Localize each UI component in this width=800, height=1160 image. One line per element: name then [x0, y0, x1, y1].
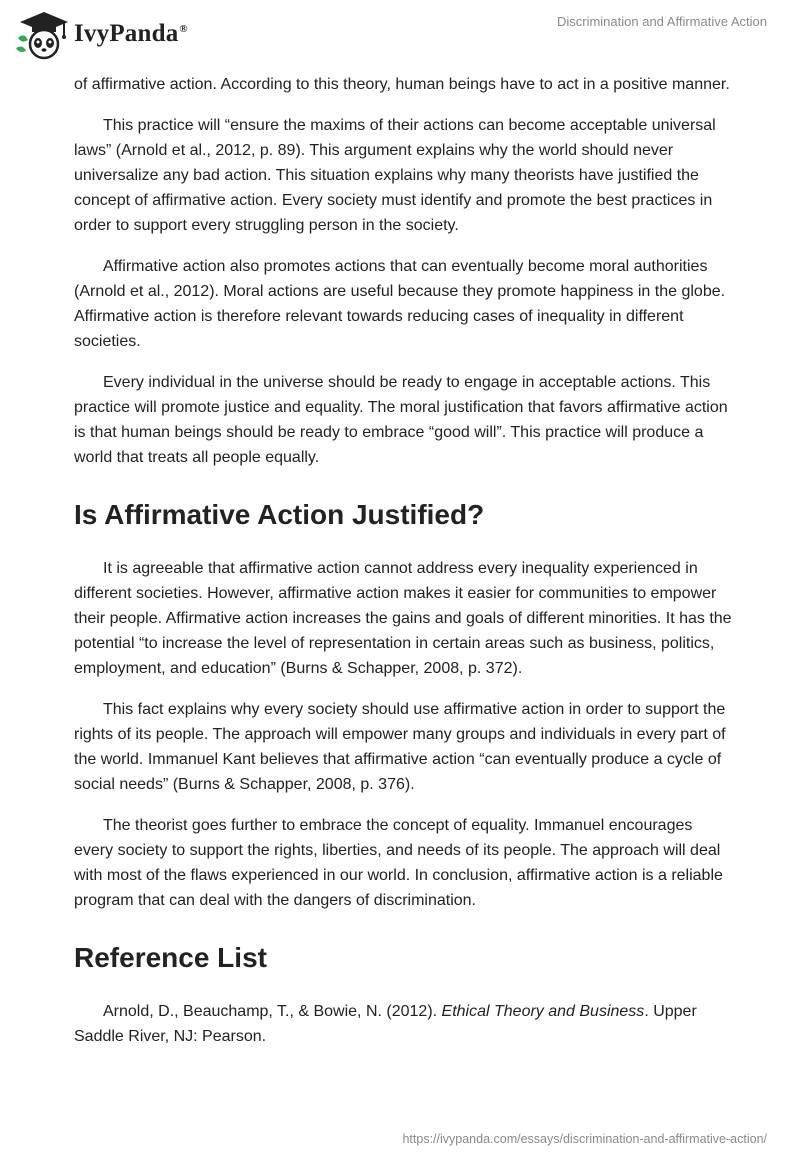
- logo-text: IvyPanda®: [74, 20, 188, 47]
- paragraph: The theorist goes further to embrace the concept of equality. Immanuel encourages every society to support the rights, liberties, and needs of its people. The approach will deal with most of the flaws experienced in our world. In conclusion, affirmative action is a reliable program that can deal with the dangers of discrimination.: [74, 817, 723, 909]
- page-header: [0, 0, 800, 70]
- section-heading-justified: Is Affirmative Action Justified?: [74, 499, 485, 530]
- section-heading-references: Reference List: [74, 942, 267, 973]
- panda-graduate-icon: [14, 8, 70, 60]
- paragraph: of affirmative action. According to this theory, human beings have to act in a positive manner.: [74, 76, 730, 93]
- paragraph: This fact explains why every society should use affirmative action in order to support the rights of its people. The approach will empower many groups and individuals in every part of the world. Immanuel Kant believes that affirmative action “can eventually produce a cycle of social needs” (Burns & Schapper, 2008, p. 376).: [74, 701, 726, 793]
- reference-title: Ethical Theory and Business: [441, 1003, 645, 1020]
- reference-entry: Arnold, D., Beauchamp, T., & Bowie, N. (2012). Ethical Theory and Business. Upper Saddle River, NJ: Pearson.: [74, 1003, 697, 1045]
- ivypanda-logo[interactable]: [14, 8, 188, 60]
- paragraph: This practice will “ensure the maxims of their actions can become acceptable universal laws” (Arnold et al., 2012, p. 89). This argument explains why the world should never universalize any bad action. This situation explains why many theorists have justified the concept of affirmative action. Every society must identify and promote the best practices in order to support every struggling person in the society.: [74, 117, 716, 234]
- document-title: Discrimination and Affirmative Action: [556, 14, 767, 29]
- paragraph: It is agreeable that affirmative action cannot address every inequality experienced in different societies. However, affirmative action makes it easier for communities to empower their people. Affirmative action increases the gains and goals of different minorities. It has the potential “to increase the level of representation in certain areas such as business, politics, employment, and education” (Burns & Schapper, 2008, p. 372).: [74, 560, 732, 677]
- article-body: [74, 72, 734, 1065]
- source-url[interactable]: https://ivypanda.com/essays/discrimination-and-affirmative-action/: [402, 1132, 767, 1146]
- paragraph: Affirmative action also promotes actions that can eventually become moral authorities (Arnold et al., 2012). Moral actions are useful because they promote happiness in the globe. Affirmative action is therefore relevant towards reducing cases of inequality in different societies.: [74, 258, 726, 350]
- paragraph: Every individual in the universe should be ready to engage in acceptable actions. This practice will promote justice and equality. The moral justification that favors affirmative action is that human beings should be ready to embrace “good will”. This practice will produce a world that treats all people equally.: [74, 374, 728, 466]
